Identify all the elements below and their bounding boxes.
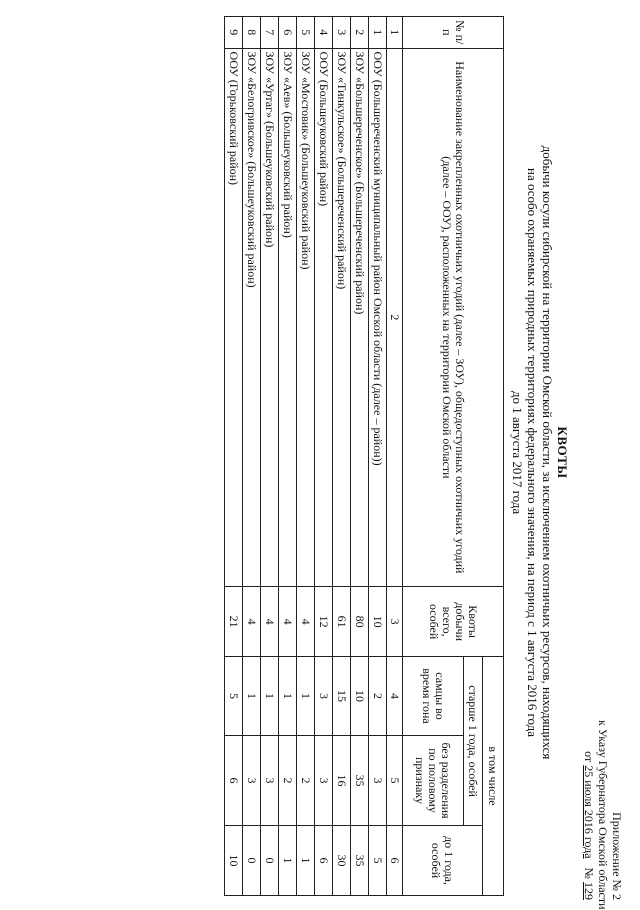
- index-cell: 3: [387, 587, 403, 657]
- document-title: [510, 0, 570, 905]
- row-name: ЗОУ «Аев» (Большеуковский район): [279, 48, 297, 587]
- row-males: 1: [261, 657, 279, 736]
- decree-date: 25 июля 2016 года: [582, 765, 596, 859]
- row-males: 5: [225, 657, 243, 736]
- header-in-total: в том числе: [483, 657, 504, 896]
- appendix-title: Приложение № 2: [610, 812, 624, 900]
- table-row: [297, 17, 315, 896]
- row-young: 1: [279, 826, 297, 896]
- row-no-sex: 3: [315, 735, 333, 825]
- row-total: 21: [225, 587, 243, 657]
- row-no-sex: 6: [225, 735, 243, 825]
- row-young: 0: [243, 826, 261, 896]
- row-number: 9: [225, 17, 243, 49]
- title-heading: КВОТЫ: [555, 426, 570, 479]
- row-young: 30: [333, 826, 351, 896]
- row-number: 5: [297, 17, 315, 49]
- row-total: 61: [333, 587, 351, 657]
- row-number: 1: [369, 17, 387, 49]
- appendix-block: [582, 720, 624, 910]
- title-line-1: добычи косули сибирской на территории Омской области, за исключением охотничьих ресурсов, находящихся: [540, 145, 555, 760]
- row-males: 1: [279, 657, 297, 736]
- row-name: ЗОУ «Белогривское» (Большеуковский район): [243, 48, 261, 587]
- row-number: 7: [261, 17, 279, 49]
- row-young: 35: [351, 826, 369, 896]
- row-total: 10: [369, 587, 387, 657]
- index-cell: 2: [387, 48, 403, 587]
- row-number: 4: [315, 17, 333, 49]
- row-males: 10: [351, 657, 369, 736]
- row-total: 4: [297, 587, 315, 657]
- row-young: 1: [297, 826, 315, 896]
- row-no-sex: 2: [297, 735, 315, 825]
- header-older: старше 1 года, особей: [464, 657, 483, 826]
- index-cell: 4: [387, 657, 403, 736]
- number-prefix: №: [582, 867, 596, 879]
- appendix-decree: к Указу Губернатора Омской области: [596, 720, 610, 910]
- table-row: [369, 17, 387, 896]
- row-no-sex: 3: [243, 735, 261, 825]
- row-number: 6: [279, 17, 297, 49]
- row-name: ООУ (Горьковский район): [225, 48, 243, 587]
- from-prefix: от: [582, 751, 596, 763]
- table-row: [333, 17, 351, 896]
- row-name: ООУ (Большереченский муниципальный район Омской области (далее – район)): [369, 48, 387, 587]
- appendix-date-line: [582, 720, 596, 900]
- row-young: 5: [369, 826, 387, 896]
- header-males: самцы во время гона: [403, 657, 464, 736]
- table-row: [225, 17, 243, 896]
- quota-table: [224, 16, 504, 896]
- row-young: 10: [225, 826, 243, 896]
- row-males: 2: [369, 657, 387, 736]
- row-males: 3: [315, 657, 333, 736]
- table-row: [261, 17, 279, 896]
- row-males: 1: [297, 657, 315, 736]
- row-name: ЗОУ «Тинкульское» (Большереченский район): [333, 48, 351, 587]
- header-no-sex: без разделения по половому признаку: [403, 735, 464, 825]
- row-number: 3: [333, 17, 351, 49]
- row-total: 80: [351, 587, 369, 657]
- row-males: 1: [243, 657, 261, 736]
- row-no-sex: 2: [279, 735, 297, 825]
- row-no-sex: 35: [351, 735, 369, 825]
- row-young: 6: [315, 826, 333, 896]
- header-young: до 1 года, особей: [403, 826, 483, 896]
- decree-number: 129: [582, 882, 596, 900]
- row-total: 4: [279, 587, 297, 657]
- row-no-sex: 3: [369, 735, 387, 825]
- index-cell: 5: [387, 735, 403, 825]
- row-number: 8: [243, 17, 261, 49]
- row-name: ЗОУ «Большереченское» (Большереченский район): [351, 48, 369, 587]
- index-row: [387, 17, 403, 896]
- header-number: № п/п: [403, 17, 504, 49]
- header-name: Наименование закрепленных охотничьих угодий (далее – ЗОУ), общедоступных охотничьих угодий (далее – ООУ), расположенных на территории Омской области: [403, 48, 504, 587]
- row-name: ООУ (Большеуковский район): [315, 48, 333, 587]
- title-line-2: на особо охраняемых природных территориях федерального значения, на период с 1 августа 2016 года: [525, 167, 540, 738]
- row-young: 0: [261, 826, 279, 896]
- row-total: 12: [315, 587, 333, 657]
- row-name: ЗОУ «Мостовик» (Большеуковский район): [297, 48, 315, 587]
- index-cell: 1: [387, 17, 403, 49]
- index-cell: 6: [387, 826, 403, 896]
- table-row: [243, 17, 261, 896]
- row-no-sex: 3: [261, 735, 279, 825]
- header-total: Квоты добычи всего, особей: [403, 587, 504, 657]
- row-total: 4: [243, 587, 261, 657]
- row-number: 2: [351, 17, 369, 49]
- table-row: [315, 17, 333, 896]
- row-total: 4: [261, 587, 279, 657]
- row-name: ЗОУ «Уртаг» (Большеуковский район): [261, 48, 279, 587]
- table-row: [279, 17, 297, 896]
- table-row: [351, 17, 369, 896]
- title-line-3: до 1 августа 2017 года: [510, 390, 525, 515]
- row-males: 15: [333, 657, 351, 736]
- row-no-sex: 16: [333, 735, 351, 825]
